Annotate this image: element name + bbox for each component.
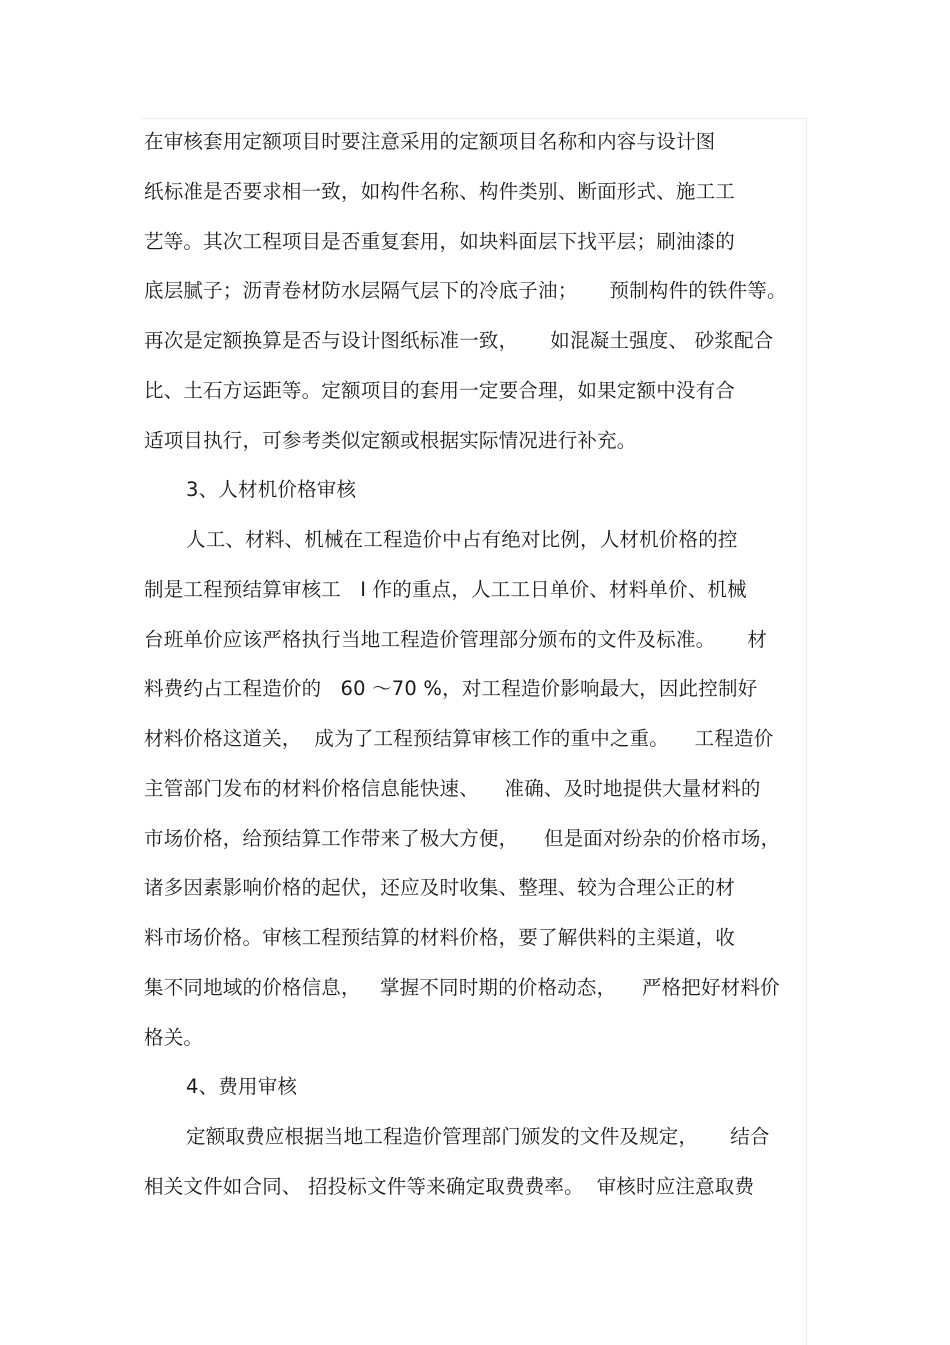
text-line: 料市场价格。审核工程预结算的材料价格，要了解供料的主渠道，收 — [144, 926, 736, 949]
text-line: 适项目执行，可参考类似定额或根据实际情况进行补充。 — [144, 428, 637, 452]
document-body — [144, 117, 808, 1212]
text-line: 台班单价应该严格执行当地工程造价管理部分颁布的文件及标准。 材 — [144, 627, 767, 651]
text-line: 诸多因素影响价格的起伏，还应及时收集、整理、较为合理公正的材 — [144, 876, 736, 900]
text-line: 市场价格，给预结算工作带来了极大方便， 但是面对纷杂的价格市场， — [144, 826, 781, 850]
text-line: 格关。 — [144, 1025, 204, 1049]
text-line: 制是工程预结算审核工 I 作的重点，人工工日单价、材料单价、机械 — [144, 577, 747, 601]
text-line: 再次是定额换算是否与设计图纸标准一致， 如混凝土强度、 砂浆配合 — [144, 329, 774, 352]
text-line: 料费约占工程造价的 60 ～70 %，对工程造价影响最大，因此控制好 — [144, 677, 758, 701]
text-line: 定额取费应根据当地工程造价管理部门颁发的文件及规定， 结合 — [186, 1125, 770, 1148]
text-line: 相关文件如合同、 招投标文件等来确定取费费率。 审核时应注意取费 — [144, 1174, 755, 1198]
text-line: 底层腻子；沥青卷材防水层隔气层下的冷底子油； 预制构件的铁件等。 — [144, 279, 787, 303]
text-line: 集不同地域的价格信息， 掌握不同时期的价格动态， 严格把好材料价 — [144, 975, 780, 999]
text-line: 材料价格这道关， 成为了工程预结算审核工作的重中之重。 工程造价 — [144, 727, 774, 750]
section-heading: 3、人材机价格审核 — [186, 478, 357, 502]
text-line: 在审核套用定额项目时要注意采用的定额项目名称和内容与设计图 — [144, 130, 716, 153]
text-line: 比、土石方运距等。定额项目的套用一定要合理，如果定额中没有合 — [144, 378, 736, 402]
section-heading: 4、费用审核 — [186, 1075, 298, 1099]
text-line: 主管部门发布的材料价格信息能快速、 准确、及时地提供大量材料的 — [144, 776, 761, 800]
text-line: 人工、材料、机械在工程造价中占有绝对比例，人材机价格的控 — [186, 528, 738, 551]
text-line: 纸标准是否要求相一致，如构件名称、构件类别、断面形式、施工工 — [144, 179, 736, 203]
text-line: 艺等。其次工程项目是否重复套用，如块料面层下找平层；刷油漆的 — [144, 229, 736, 253]
